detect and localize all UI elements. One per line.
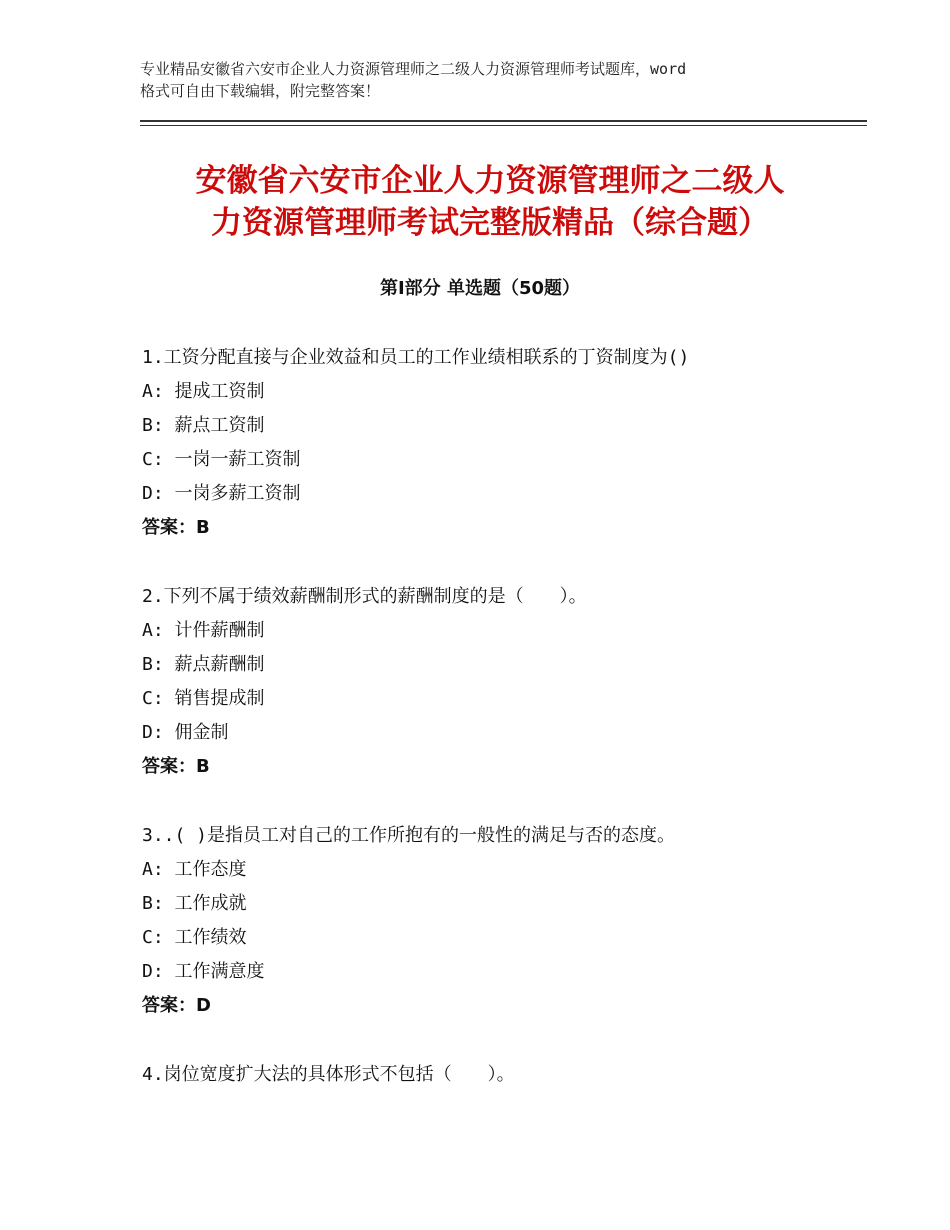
header-rule-thick — [140, 120, 867, 122]
question-3 — [142, 819, 862, 1023]
answer: 答案：D — [142, 995, 211, 1016]
question-text: 2.下列不属于绩效薪酬制形式的薪酬制度的是（ ）。 — [142, 586, 587, 607]
option-d: D: 佣金制 — [142, 722, 229, 743]
option-a: A: 提成工资制 — [142, 381, 265, 402]
question-text: 3..( )是指员工对自己的工作所抱有的一般性的满足与否的态度。 — [142, 825, 676, 846]
option-c: C: 工作绩效 — [142, 927, 247, 948]
document-title — [140, 160, 840, 244]
header-note-line-2: 格式可自由下载编辑，附完整答案！ — [140, 82, 381, 100]
option-d: D: 工作满意度 — [142, 961, 265, 982]
option-d: D: 一岗多薪工资制 — [142, 483, 301, 504]
section-title: 第Ⅰ部分 单选题（50题） — [379, 278, 580, 299]
answer: 答案：B — [142, 517, 210, 538]
header-rule-thin — [140, 125, 867, 126]
question-2 — [142, 580, 862, 784]
answer: 答案：B — [142, 756, 210, 777]
question-1 — [142, 341, 862, 545]
question-4 — [142, 1058, 862, 1092]
question-text: 1.工资分配直接与企业效益和员工的工作业绩相联系的丁资制度为() — [142, 347, 690, 368]
document-title-line-2: 力资源管理师考试完整版精品（综合题） — [211, 205, 769, 241]
document-title-line-1: 安徽省六安市企业人力资源管理师之二级人 — [195, 163, 785, 199]
header-note — [140, 58, 830, 102]
header-note-line-1: 专业精品安徽省六安市企业人力资源管理师之二级人力资源管理师考试题库，word — [140, 60, 687, 78]
option-c: C: 销售提成制 — [142, 688, 265, 709]
option-b: B: 工作成就 — [142, 893, 247, 914]
option-a: A: 计件薪酬制 — [142, 620, 265, 641]
option-c: C: 一岗一薪工资制 — [142, 449, 301, 470]
option-a: A: 工作态度 — [142, 859, 247, 880]
option-b: B: 薪点薪酬制 — [142, 654, 265, 675]
question-text: 4.岗位宽度扩大法的具体形式不包括（ ）。 — [142, 1064, 515, 1085]
option-b: B: 薪点工资制 — [142, 415, 265, 436]
